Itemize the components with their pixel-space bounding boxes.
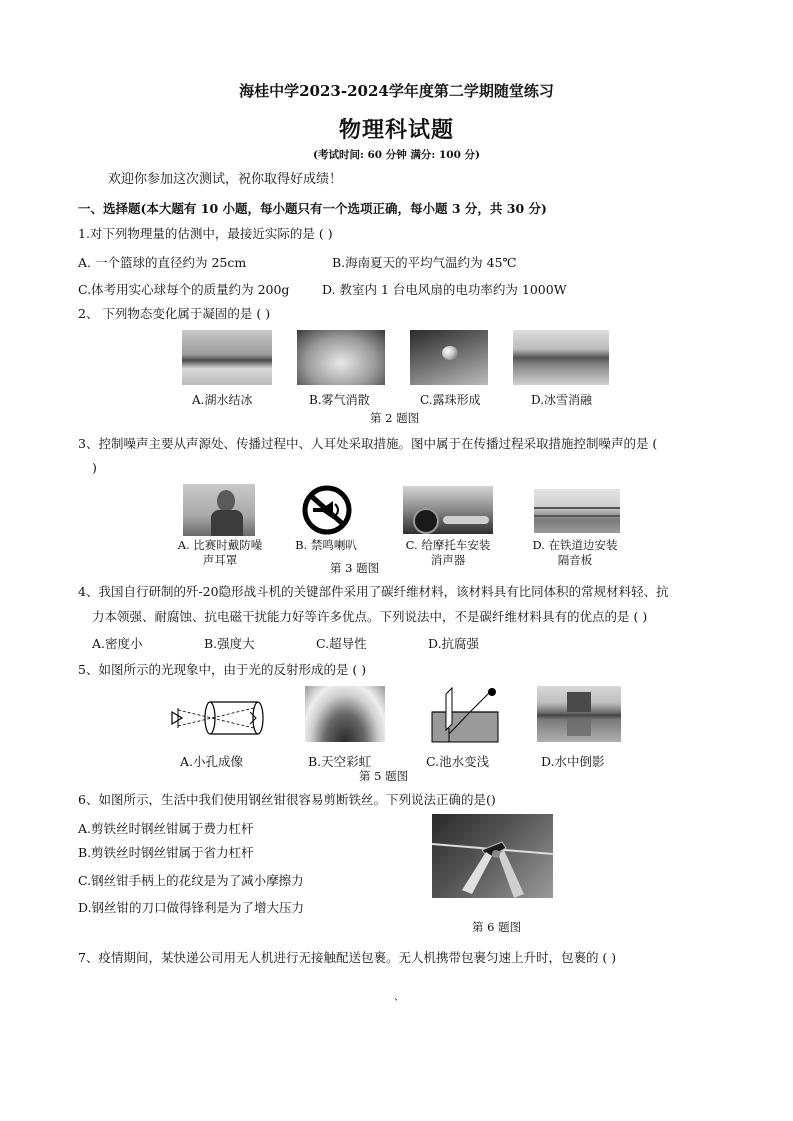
q4-stem-line1: 4、我国自行研制的歼-20隐形战斗机的关键部件采用了碳纤维材料，该材料具有比同体积的常规材料轻、抗 bbox=[78, 584, 669, 599]
pool-refraction-diagram bbox=[430, 684, 500, 744]
frozen-lake-photo bbox=[182, 330, 272, 385]
q3-stem-line1: 3、控制噪声主要从声源处、传播过程中、人耳处采取措施。图中属于在传播过程采取措施控制噪声的是 ( bbox=[78, 436, 658, 451]
melting-snow-photo bbox=[513, 330, 609, 385]
q2-caption-b: B.雾气消散 bbox=[309, 393, 370, 407]
q5-caption-b: B.天空彩虹 bbox=[308, 754, 372, 769]
q5-caption-c: C.池水变浅 bbox=[426, 754, 490, 769]
q2-caption-c: C.露珠形成 bbox=[420, 393, 481, 407]
section-heading: 一、选择题(本大题有 10 小题，每小题只有一个选项正确，每小题 3 分，共 30 分) bbox=[78, 201, 547, 216]
q4-option-a: A.密度小 bbox=[92, 636, 143, 651]
q5-caption-d: D.水中倒影 bbox=[541, 754, 605, 769]
subject-title: 物理科试题 bbox=[338, 117, 454, 143]
q1-stem: 1.对下列物理量的估测中，最接近实际的是 ( ) bbox=[78, 226, 333, 241]
q4-option-d: D.抗腐强 bbox=[428, 636, 480, 651]
fog-photo bbox=[297, 330, 385, 385]
q3-caption-d: D. 在铁道边安装隔音板 bbox=[532, 538, 618, 567]
pliers-photo bbox=[432, 814, 553, 898]
q3-stem-line2: ) bbox=[92, 460, 97, 475]
q5-figure-caption: 第 5 题图 bbox=[359, 769, 409, 783]
footer-mark: 、 bbox=[394, 992, 404, 1003]
q6-stem: 6、如图所示，生活中我们使用钢丝钳很容易剪断铁丝。下列说法正确的是() bbox=[78, 792, 496, 807]
q5-caption-a: A.小孔成像 bbox=[180, 754, 244, 769]
welcome-text: 欢迎你参加这次测试，祝你取得好成绩！ bbox=[108, 172, 343, 187]
q2-caption-d: D.冰雪消融 bbox=[531, 393, 593, 407]
water-reflection-photo bbox=[537, 686, 621, 742]
earmuff-athlete-photo bbox=[183, 484, 255, 536]
q7-stem: 7、疫情期间，某快递公司用无人机进行无接触配送包裹。无人机携带包裹匀速上升时，包裹的 ( ) bbox=[78, 950, 617, 965]
pinhole-diagram bbox=[170, 698, 268, 738]
q4-stem-line2: 力本领强、耐腐蚀、抗电磁干扰能力好等许多优点。下列说法中，不是碳纤维材料具有的优点的是 ( ) bbox=[92, 609, 648, 624]
q3-caption-b: B. 禁鸣喇叭 bbox=[295, 538, 357, 552]
exam-info: (考试时间: 60 分钟 满分: 100 分) bbox=[313, 149, 480, 161]
q2-stem: 2、 下列物态变化属于凝固的是 ( ) bbox=[78, 306, 271, 321]
rainbow-photo bbox=[305, 686, 385, 742]
q2-figure-caption: 第 2 题图 bbox=[370, 411, 420, 425]
dewdrop-photo bbox=[410, 330, 488, 385]
q4-option-b: B.强度大 bbox=[204, 636, 255, 651]
q6-option-a: A.剪铁丝时钢丝钳属于费力杠杆 bbox=[78, 821, 254, 836]
q1-option-d: D. 教室内 1 台电风扇的电功率约为 1000W bbox=[322, 282, 567, 297]
q3-caption-c: C. 给摩托车安装消声器 bbox=[405, 538, 491, 567]
motorcycle-muffler-photo bbox=[403, 486, 493, 534]
q5-stem: 5、如图所示的光现象中，由于光的反射形成的是 ( ) bbox=[78, 662, 367, 677]
q1-option-a: A. 一个篮球的直径约为 25cm bbox=[78, 255, 247, 270]
q1-option-b: B.海南夏天的平均气温约为 45℃ bbox=[332, 255, 517, 270]
railway-barrier-photo bbox=[534, 489, 620, 533]
no-horn-sign-icon bbox=[293, 484, 361, 536]
school-title: 海桂中学2023-2024学年度第二学期随堂练习 bbox=[239, 82, 554, 100]
q3-caption-a: A. 比赛时戴防噪声耳罩 bbox=[177, 538, 263, 567]
q6-option-c: C.钢丝钳手柄上的花纹是为了减小摩擦力 bbox=[78, 873, 304, 888]
q2-caption-a: A.湖水结冰 bbox=[192, 393, 253, 407]
q6-figure-caption: 第 6 题图 bbox=[472, 920, 522, 934]
q4-option-c: C.超导性 bbox=[316, 636, 367, 651]
q3-figure-caption: 第 3 题图 bbox=[330, 561, 380, 575]
q1-option-c: C.体考用实心球每个的质量约为 200g bbox=[78, 282, 290, 297]
q6-option-d: D.钢丝钳的刀口做得锋利是为了增大压力 bbox=[78, 900, 305, 915]
q6-option-b: B.剪铁丝时钢丝钳属于省力杠杆 bbox=[78, 845, 254, 860]
